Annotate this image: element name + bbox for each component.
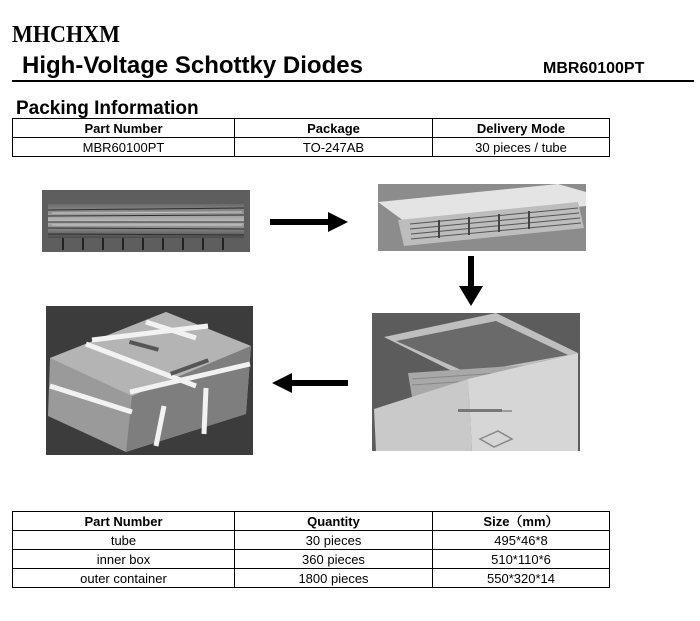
sizes-table	[12, 511, 610, 588]
table-header-row	[13, 512, 610, 531]
table-row	[13, 569, 610, 588]
column-header: Size（mm）	[433, 512, 610, 531]
packing-table	[12, 118, 610, 157]
table-row	[13, 138, 610, 157]
table-row	[13, 550, 610, 569]
page-title: High-Voltage Schottky Diodes	[22, 52, 363, 79]
company-logo: MHCHXM	[12, 22, 120, 48]
column-header: Quantity	[235, 512, 433, 531]
arrow-down-icon	[459, 256, 483, 306]
table-row	[13, 531, 610, 550]
open-carton-photo	[372, 313, 580, 451]
arrow-left-icon	[272, 373, 348, 393]
table-cell: 510*110*6	[433, 550, 610, 569]
table-cell: 1800 pieces	[235, 569, 433, 588]
arrow-right-icon	[270, 212, 348, 232]
table-cell: 30 pieces / tube	[433, 138, 610, 157]
table-cell: 30 pieces	[235, 531, 433, 550]
table-cell: 360 pieces	[235, 550, 433, 569]
wrapped-outer-container-photo	[46, 306, 253, 455]
section-title-packing: Packing Information	[16, 98, 199, 119]
diode-tube-photo	[42, 190, 250, 252]
inner-box-photo	[378, 184, 586, 251]
table-cell: MBR60100PT	[13, 138, 235, 157]
column-header: Part Number	[13, 512, 235, 531]
table-header-row	[13, 119, 610, 138]
column-header: Package	[235, 119, 433, 138]
column-header: Delivery Mode	[433, 119, 610, 138]
part-code: MBR60100PT	[543, 60, 645, 77]
table-cell: TO-247AB	[235, 138, 433, 157]
title-divider	[12, 80, 694, 82]
table-cell: inner box	[13, 550, 235, 569]
table-cell: 495*46*8	[433, 531, 610, 550]
table-cell: 550*320*14	[433, 569, 610, 588]
column-header: Part Number	[13, 119, 235, 138]
table-cell: tube	[13, 531, 235, 550]
table-cell: outer container	[13, 569, 235, 588]
